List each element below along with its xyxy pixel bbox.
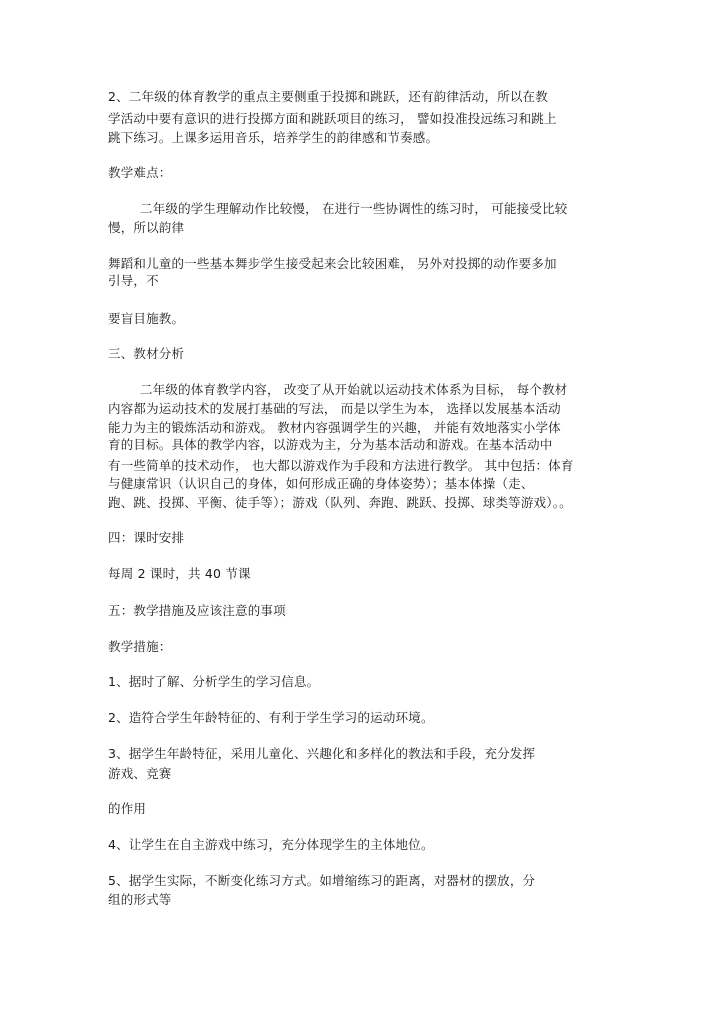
text-line: 慢，所以韵律 — [108, 220, 185, 235]
text-line: 2、二年级的体育教学的重点主要侧重于投掷和跳跃，还有韵律活动，所以在教 — [108, 89, 548, 104]
section-heading: 四：课时安排 — [108, 530, 185, 545]
text-line: 有一些简单的技术动作， 也大都以游戏作为手段和方法进行教学。 其中包括：体育 — [108, 458, 574, 473]
text-line: 组的形式等 — [108, 892, 172, 907]
text-line: 游戏、竞赛 — [108, 766, 172, 781]
text-line: 育的目标。具体的教学内容，以游戏为主，分为基本活动和游戏。在基本活动中 — [108, 437, 553, 452]
section-heading: 三、教材分析 — [108, 346, 185, 361]
text-line: 能力为主的锻炼活动和游戏。 教材内容强调学生的兴趣， 并能有效地落实小学体 — [108, 420, 561, 435]
section-heading: 五：教学措施及应该注意的事项 — [108, 603, 286, 618]
section-heading: 教学难点： — [108, 165, 172, 180]
list-item: 1、据时了解、分析学生的学习信息。 — [108, 674, 320, 689]
list-item: 4、让学生在自主游戏中练习，充分体现学生的主体地位。 — [108, 837, 434, 852]
text-line: 每周 2 课时，共 40 节课 — [108, 566, 251, 581]
text-line: 的作用 — [108, 801, 147, 816]
list-item: 3、据学生年龄特征，采用儿童化、兴趣化和多样化的教法和手段，充分发挥 — [108, 746, 536, 761]
text-line: 引导，不 — [108, 273, 159, 288]
text-line: 二年级的学生理解动作比较慢， 在进行一些协调性的练习时， 可能接受比较 — [140, 201, 568, 216]
text-line: 二年级的体育教学内容， 改变了从开始就以运动技术体系为目标， 每个教材 — [140, 382, 568, 397]
list-item: 2、造符合学生年龄特征的、有利于学生学习的运动环境。 — [108, 710, 434, 725]
text-line: 舞蹈和儿童的一些基本舞步学生接受起来会比较困难， 另外对投掷的动作要多加 — [108, 256, 557, 271]
text-line: 跑、跳、投掷、平衡、徒手等）；游戏（队列、奔跑、跳跃、投掷、球类等游戏）。。 — [108, 495, 572, 510]
text-line: 学活动中要有意识的进行投掷方面和跳跃项目的练习， 譬如投准投远练习和跳上 — [108, 111, 557, 126]
text-line: 与健康常识（认识自己的身体，如何形成正确的身体姿势）；基本体操（走、 — [108, 476, 534, 491]
section-heading: 教学措施： — [108, 639, 172, 654]
list-item: 5、据学生实际，不断变化练习方式。如增缩练习的距离，对器材的摆放，分 — [108, 873, 536, 888]
text-line: 内容都为运动技术的发展打基础的写法， 而是以学生为本， 选择以发展基本活动 — [108, 401, 561, 416]
text-line: 要盲目施教。 — [108, 311, 185, 326]
text-line: 跳下练习。上课多运用音乐，培养学生的韵律感和节奏感。 — [108, 130, 439, 145]
